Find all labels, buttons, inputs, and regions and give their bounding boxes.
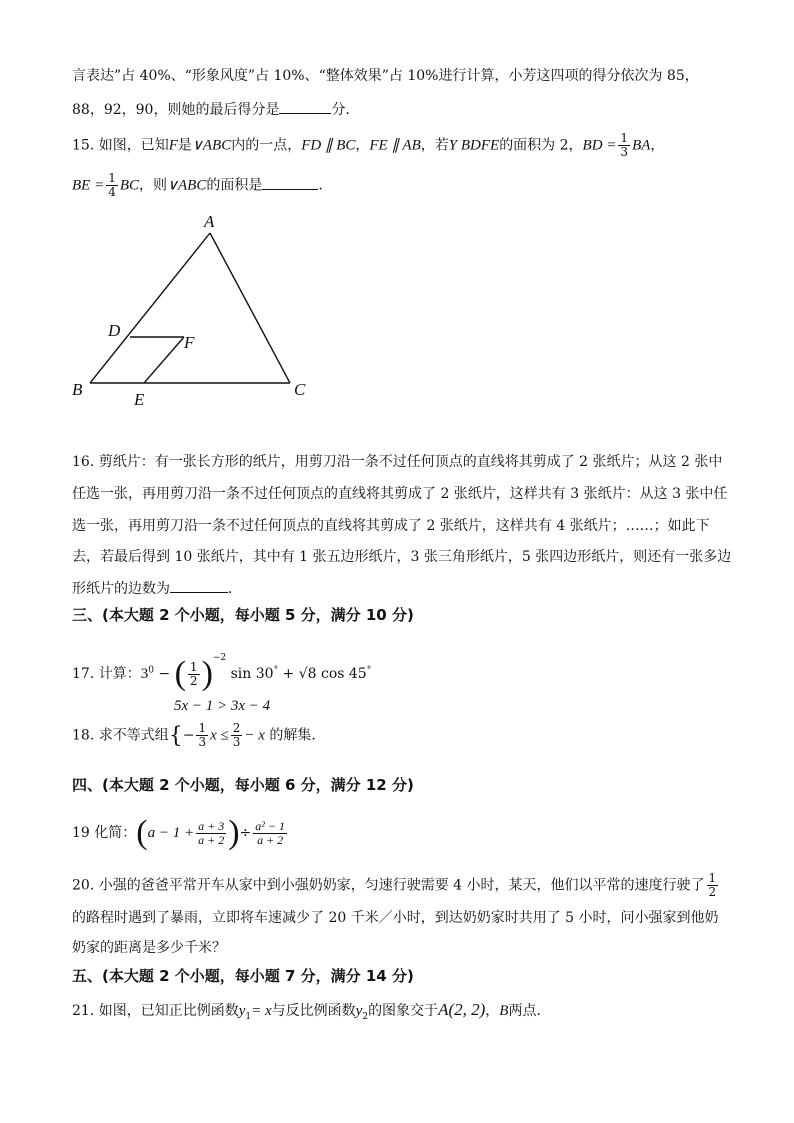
- q19-divide: ÷: [239, 825, 252, 841]
- q19-a-minus-1: a − 1 +: [147, 825, 195, 841]
- side-ac: [210, 233, 290, 383]
- q17-base: 3: [140, 666, 149, 682]
- q15-text: 内的一点，: [231, 137, 302, 154]
- q15-text: 的面积是: [206, 177, 263, 194]
- q20-text: 20. 小强的爸爸平常开车从家中到小强奶奶家，匀速行驶需要 4 小时，某天，他们以平常的速度行驶了: [72, 877, 705, 894]
- q17-sqrt-cos: + √8 cos 45: [282, 666, 367, 682]
- q15-triangle-abc: ∨ABC: [167, 177, 207, 194]
- q15-text: ，: [355, 137, 370, 154]
- q18-label: 18. 求不等式组: [72, 727, 169, 744]
- q19-label: 19 化简：: [72, 825, 137, 841]
- brace-icon: {: [168, 723, 183, 749]
- triangle-figure: [60, 205, 320, 415]
- q18-tail: 的解集．: [269, 727, 326, 744]
- q15-bd-equals: BD =: [582, 137, 617, 154]
- q21-y2: y: [355, 1003, 363, 1019]
- q17-minus: −: [158, 666, 171, 682]
- q15-text: ，则: [139, 177, 168, 194]
- q18-inequality-1: 5x − 1 > 3x − 4: [174, 698, 271, 714]
- q18-fraction-one-third: $\frac{1}{3}$: [198, 721, 207, 749]
- label-b: B: [72, 380, 83, 399]
- label-c: C: [294, 380, 306, 399]
- q16-text: 形纸片的边数为: [72, 581, 170, 597]
- q14-line2: [72, 99, 359, 120]
- q18-minus-x: − x: [244, 727, 265, 744]
- q15-ba: BA: [632, 137, 651, 154]
- q15-text: ，若: [420, 137, 449, 154]
- section-heading-3: 三、(本大题 2 个小题，每小题 5 分，满分 10 分): [72, 606, 414, 624]
- q15-line2: [72, 172, 332, 199]
- q21-sub1: 1: [245, 1011, 252, 1022]
- q15-number: 15.: [72, 137, 95, 154]
- q19: [72, 814, 289, 851]
- q15-fe-parallel-ab: FE ∥ AB: [369, 137, 421, 154]
- q21-eq-x: = x: [251, 1003, 272, 1019]
- q17-degree: °: [273, 665, 279, 676]
- q21: [72, 1000, 550, 1027]
- section-heading-5: 五、(本大题 2 个小题，每小题 7 分，满分 14 分): [72, 967, 414, 985]
- q15-line1: [72, 132, 664, 159]
- q15-triangle-abc: ∨ABC: [191, 137, 232, 154]
- right-paren-icon: ): [201, 655, 213, 692]
- q19-fraction-2: $\frac{\text{a² − 1}}{a + 2}$: [255, 818, 285, 847]
- q17-label: 17. 计算：: [72, 666, 141, 682]
- q15-text: 的面积为 2，: [499, 137, 583, 154]
- segment-fe: [144, 337, 184, 383]
- q16-line3: 选一张，再用剪刀沿一条不过任何顶点的直线将其剪成了 2 张纸片，这样共有 4 张纸片；……；如此下: [72, 518, 710, 534]
- q14-line1: 言表达”占 40%、“形象风度”占 10%、“整体效果”占 10%进行计算，小芳这四项的得分依次为 85，: [72, 68, 699, 84]
- q17-fraction-half: $\frac{1}{2}$: [189, 659, 198, 688]
- label-a: A: [204, 212, 215, 231]
- q14-line2-text: 88，92，90，则她的最后得分是: [72, 102, 280, 118]
- q17-exponent-neg2: −2: [212, 653, 227, 663]
- q15-fraction-one-third: $\frac{1}{3}$: [620, 131, 629, 159]
- q16-line1: 16. 剪纸片：有一张长方形的纸片，用剪刀沿一条不过任何顶点的直线将其剪成了 2 张纸片；从这 2 张中: [72, 454, 723, 470]
- q21-text: ，: [485, 1003, 500, 1019]
- q15-fd-parallel-bc: FD ∥ BC: [301, 137, 356, 154]
- q15-bc: BC: [119, 177, 140, 194]
- q15-text: 如图，已知: [98, 137, 169, 154]
- q17-degree: °: [366, 665, 372, 676]
- q21-point-b: B: [499, 1003, 509, 1019]
- q15-parallelogram-bdfe: Y BDFE: [448, 137, 500, 154]
- q16-answer-blank: [170, 578, 228, 593]
- q18-neg: −: [182, 727, 195, 744]
- q18-fraction-two-thirds: $\frac{2}{3}$: [232, 721, 241, 749]
- q20-fraction-half: $\frac{1}{2}$: [708, 871, 717, 899]
- q21-sub2: 2: [362, 1011, 369, 1022]
- q17-sin: sin 30: [230, 666, 274, 682]
- left-paren-icon: (: [136, 814, 148, 851]
- q20-line3: 奶家的距离是多少千米？: [72, 940, 226, 956]
- label-d: D: [108, 321, 121, 340]
- right-paren-icon: ): [228, 814, 240, 851]
- q15-text: 是: [177, 137, 192, 154]
- q16-line4: 去，若最后得到 10 张纸片，其中有 1 张五边形纸片，3 张三角形纸片，5 张四边形纸片，则还有一张多边: [72, 549, 732, 565]
- q21-text: 与反比例函数: [271, 1003, 356, 1019]
- q16-line5: [72, 578, 242, 599]
- label-e: E: [134, 390, 145, 409]
- q16-text: ．: [228, 581, 242, 597]
- q19-fraction-1: $\frac{a + 3}{a + 2}$: [198, 818, 225, 847]
- section-heading-4: 四、(本大题 2 个小题，每小题 6 分，满分 12 分): [72, 776, 414, 794]
- q15-answer-blank: [262, 175, 318, 190]
- q15-text: ．: [318, 177, 333, 194]
- q18-x-le: x ≤: [210, 727, 229, 744]
- q20-line2: 的路程时遇到了暴雨，立即将车速减少了 20 千米／小时，到达奶奶家时共用了 5 小时，问小强家到他奶: [72, 910, 719, 926]
- q21-text: 的图象交于: [368, 1003, 439, 1019]
- side-ab: [90, 233, 210, 383]
- q14-line2-tail: 分．: [331, 102, 360, 118]
- q21-y1: y: [238, 1003, 246, 1019]
- q15-point-f: F: [168, 137, 178, 154]
- q14-answer-blank: [279, 99, 331, 114]
- q16-line2: 任选一张，再用剪刀沿一条不过任何顶点的直线将其剪成了 2 张纸片，这样共有 3 张纸片：从这 3 张中任: [72, 486, 728, 502]
- q21-text: 两点．: [508, 1003, 551, 1019]
- q15-text: ，: [650, 137, 665, 154]
- q15-fraction-one-fourth: $\frac{1}{4}$: [108, 171, 116, 199]
- label-f: F: [184, 333, 195, 352]
- q21-point-a: A(2, 2): [438, 1000, 486, 1019]
- q20-line1: [72, 872, 720, 899]
- q18: [72, 722, 325, 749]
- q17-exponent-zero: 0: [148, 665, 154, 676]
- left-paren-icon: (: [174, 655, 186, 692]
- q15-be-equals: BE =: [72, 177, 105, 194]
- q17: [72, 648, 372, 692]
- q21-label: 21. 如图，已知正比例函数: [72, 1003, 239, 1019]
